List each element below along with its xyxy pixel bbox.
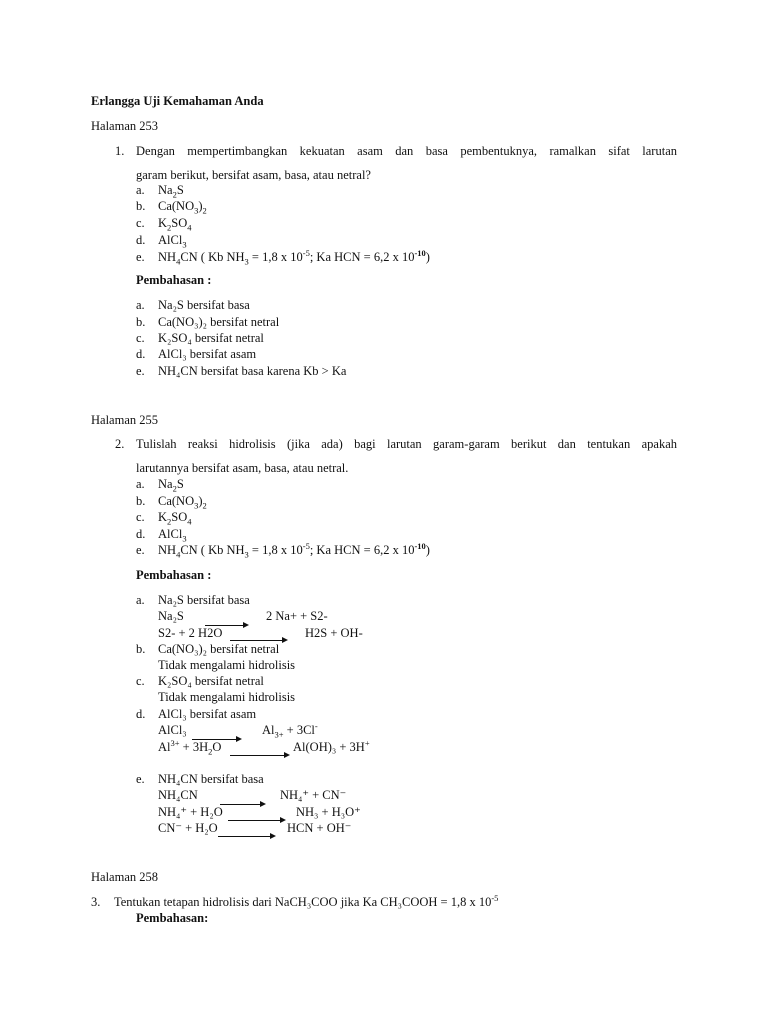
list-letter: b. (136, 642, 146, 656)
answer-item: Na₂S bersifat basa (158, 298, 250, 312)
answer-title: AlCl₃ bersifat asam (158, 707, 257, 721)
list-letter: a. (136, 183, 145, 197)
salt-item: $Na_2S$ (158, 183, 184, 200)
reaction-left: S2- + 2 H2O (158, 626, 223, 640)
answer-note: Tidak mengalami hidrolisis (158, 658, 296, 672)
reaction-right: 2 Na+ + S2- (266, 609, 328, 623)
reaction-right: Al(OH)₃ + 3H+ (293, 737, 370, 754)
reaction-right: NH₄⁺ + CN⁻ (280, 788, 347, 802)
list-letter: e. (136, 250, 145, 264)
salt-item: $NH_4CN$ ( Kb $NH_3 = 1,8$ x $10^{-5}$; Ka HCN = 6,2 x $10^{-10}$) (158, 540, 430, 560)
question-text-line: Dengan mempertimbangkan kekuatan asam dan basa pembentuknya, ramalkan sifat larutan (136, 144, 677, 158)
list-letter: b. (136, 315, 146, 329)
question-number: 2. (115, 437, 125, 451)
list-letter: d. (136, 527, 146, 541)
discussion-label: Pembahasan : (136, 568, 212, 582)
salt-item: $NH_4CN$ ( Kb $NH_3 = 1,8$ x $10^{-5}$; Ka HCN = 6,2 x $10^{-10}$) (158, 247, 430, 267)
answer-title: Ca(NO₃)₂ bersifat netral (158, 642, 280, 656)
answer-note: Tidak mengalami hidrolisis (158, 690, 296, 704)
answer-title: K₂SO₄ bersifat netral (158, 674, 264, 688)
reaction-arrow (228, 820, 284, 821)
reaction-right: H2S + OH- (305, 626, 363, 640)
salt-item: $Na_2S$ (158, 477, 184, 494)
reaction-right: $Al_{3+} + 3Cl^-$ (262, 720, 318, 740)
page-label: Halaman 255 (91, 413, 158, 427)
list-letter: a. (136, 593, 145, 607)
answer-item: AlCl₃ bersifat asam (158, 347, 257, 361)
answer-item: NH₄CN bersifat basa karena Kb > Ka (158, 364, 347, 378)
list-letter: d. (136, 347, 146, 361)
reaction-left: CN⁻ + H₂O (158, 821, 218, 835)
question-text: Tentukan tetapan hidrolisis dari NaCH₃COO jika Ka CH₃COOH = 1,8 x $10^{-5}$ (114, 892, 499, 909)
question-number: 1. (115, 144, 125, 158)
list-letter: d. (136, 707, 146, 721)
reaction-left: NH₄CN (158, 788, 198, 802)
list-letter: a. (136, 298, 145, 312)
list-letter: e. (136, 543, 145, 557)
reaction-arrow (220, 804, 264, 805)
question-text-line: garam berikut, bersifat asam, basa, atau netral? (136, 168, 371, 182)
list-letter: b. (136, 199, 146, 213)
list-letter: d. (136, 233, 146, 247)
list-letter: e. (136, 772, 145, 786)
salt-item: $Ca(NO_3)_2$ (158, 199, 207, 216)
reaction-left: NH₄⁺ + H₂O (158, 805, 223, 819)
answer-title: NH₄CN bersifat basa (158, 772, 264, 786)
salt-item: AlCl$_3$ (158, 233, 187, 250)
reaction-right: HCN + OH⁻ (287, 821, 352, 835)
reaction-arrow (218, 836, 274, 837)
salt-item: $Ca(NO_3)_2$ (158, 494, 207, 511)
salt-item: AlCl$_3$ (158, 527, 187, 544)
list-letter: c. (136, 510, 145, 524)
list-letter: c. (136, 216, 145, 230)
reaction-left: $Al^{3+} + 3H_2O$ (158, 737, 222, 757)
question-text-line: larutannya bersifat asam, basa, atau netral. (136, 461, 349, 475)
reaction-arrow (230, 755, 288, 756)
question-number: 3. (91, 895, 101, 909)
answer-item: Ca(NO₃)₂ bersifat netral (158, 315, 280, 329)
document-title: Erlangga Uji Kemahaman Anda (91, 94, 264, 108)
page-label: Halaman 253 (91, 119, 158, 133)
list-letter: c. (136, 674, 145, 688)
salt-item: $K_2SO_4$ (158, 510, 192, 527)
reaction-left: AlCl₃ (158, 723, 187, 737)
answer-item: K₂SO₄ bersifat netral (158, 331, 264, 345)
salt-item: $K_2SO_4$ (158, 216, 192, 233)
question-text-line: Tulislah reaksi hidrolisis (jika ada) bagi larutan garam-garam berikut dan tentukan apakah (136, 437, 677, 451)
list-letter: b. (136, 494, 146, 508)
discussion-label: Pembahasan : (136, 273, 212, 287)
list-letter: a. (136, 477, 145, 491)
reaction-left: Na₂S (158, 609, 184, 623)
answer-title: Na₂S bersifat basa (158, 593, 250, 607)
list-letter: c. (136, 331, 145, 345)
reaction-right: NH₃ + H₃O⁺ (296, 805, 361, 819)
page-label: Halaman 258 (91, 870, 158, 884)
discussion-label: Pembahasan: (136, 911, 209, 925)
list-letter: e. (136, 364, 145, 378)
